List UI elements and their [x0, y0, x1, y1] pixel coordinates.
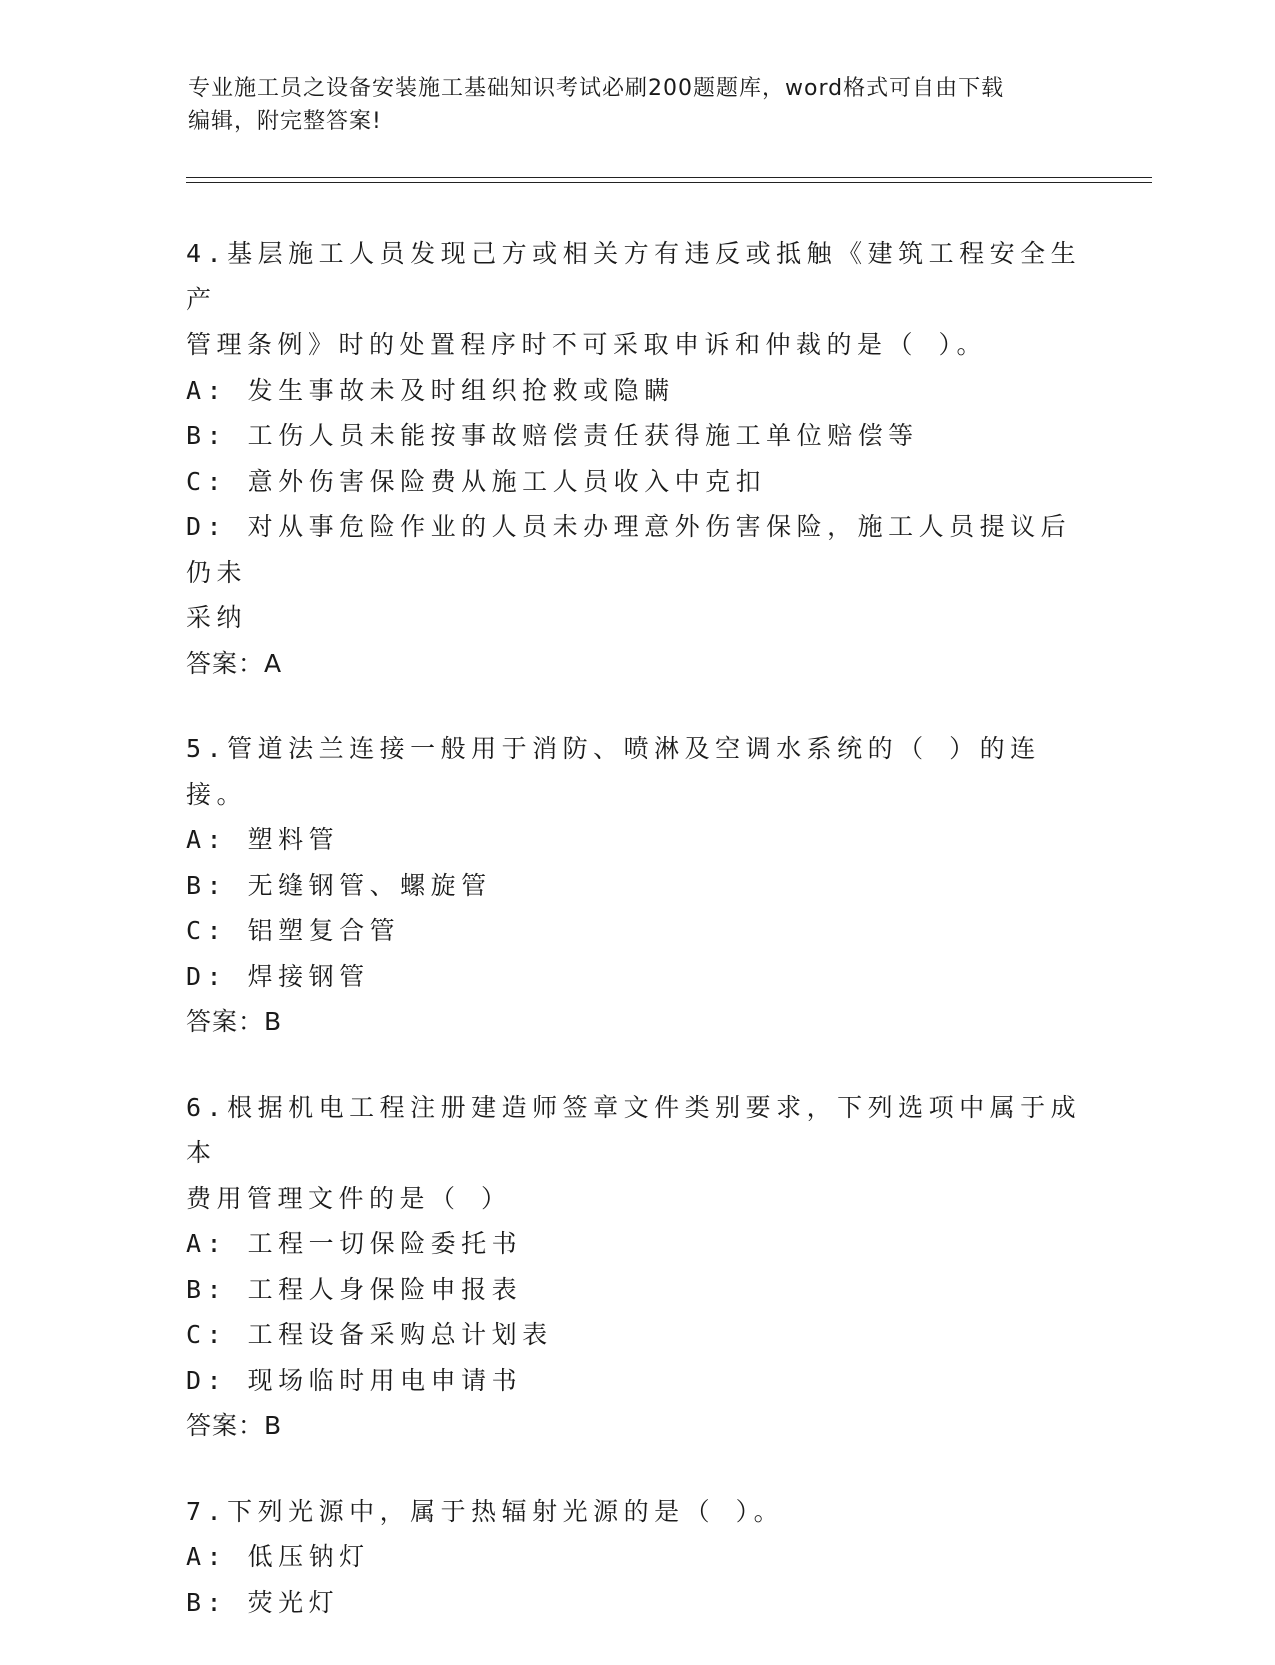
option-a: A: 低压钠灯 [186, 1542, 370, 1571]
header-title-line-1: 专业施工员之设备安装施工基础知识考试必刷200题题库，word格式可自由下载 [188, 76, 1005, 101]
option-b: B: 无缝钢管、螺旋管 [186, 870, 492, 900]
option-b: B: 荧光灯 [186, 1587, 340, 1617]
option-b: B: 工程人身保险申报表 [186, 1274, 523, 1304]
option-d-continued: 采纳 [186, 603, 248, 632]
option-c: C: 工程设备采购总计划表 [186, 1320, 553, 1349]
question-stem-line: 费用管理文件的是（ ） [186, 1183, 512, 1213]
answer-line: 答案：A [186, 648, 283, 678]
header-title-line-2: 编辑，附完整答案! [188, 109, 382, 134]
option-c: C: 意外伤害保险费从施工人员收入中克扣 [186, 466, 767, 496]
option-a: A: 塑料管 [186, 825, 340, 854]
option-b: B: 工伤人员未能按事故赔偿责任获得施工单位赔偿等 [186, 421, 919, 450]
option-c: C: 铝塑复合管 [186, 916, 401, 945]
header-divider-top [186, 177, 1152, 178]
question-7 [186, 1489, 1086, 1626]
option-a: A: 工程一切保险委托书 [186, 1229, 523, 1258]
document-header [188, 72, 1068, 138]
question-5 [186, 726, 1086, 1045]
option-d: D: 焊接钢管 [186, 961, 370, 991]
question-stem-line: 7.下列光源中，属于热辐射光源的是（ ）。 [186, 1496, 785, 1526]
question-stem-line: 管理条例》时的处置程序时不可采取申诉和仲裁的是（ ）。 [186, 330, 988, 359]
question-list [186, 231, 1086, 1665]
option-a: A: 发生事故未及时组织抢救或隐瞒 [186, 375, 675, 405]
question-stem-line: 4.基层施工人员发现己方或相关方有违反或抵触《建筑工程安全生产 [186, 239, 1082, 314]
question-stem-line: 5.管道法兰连接一般用于消防、喷淋及空调水系统的（ ）的连接。 [186, 734, 1041, 809]
option-d: D: 现场临时用电申请书 [186, 1365, 523, 1395]
answer-line: 答案：B [186, 1007, 283, 1036]
question-4 [186, 231, 1086, 686]
question-6 [186, 1085, 1086, 1449]
question-stem-line: 6.根据机电工程注册建造师签章文件类别要求，下列选项中属于成本 [186, 1092, 1082, 1167]
answer-line: 答案：B [186, 1411, 283, 1440]
option-d: D: 对从事危险作业的人员未办理意外伤害保险，施工人员提议后仍未 [186, 512, 1072, 587]
header-divider-bottom [186, 182, 1152, 183]
